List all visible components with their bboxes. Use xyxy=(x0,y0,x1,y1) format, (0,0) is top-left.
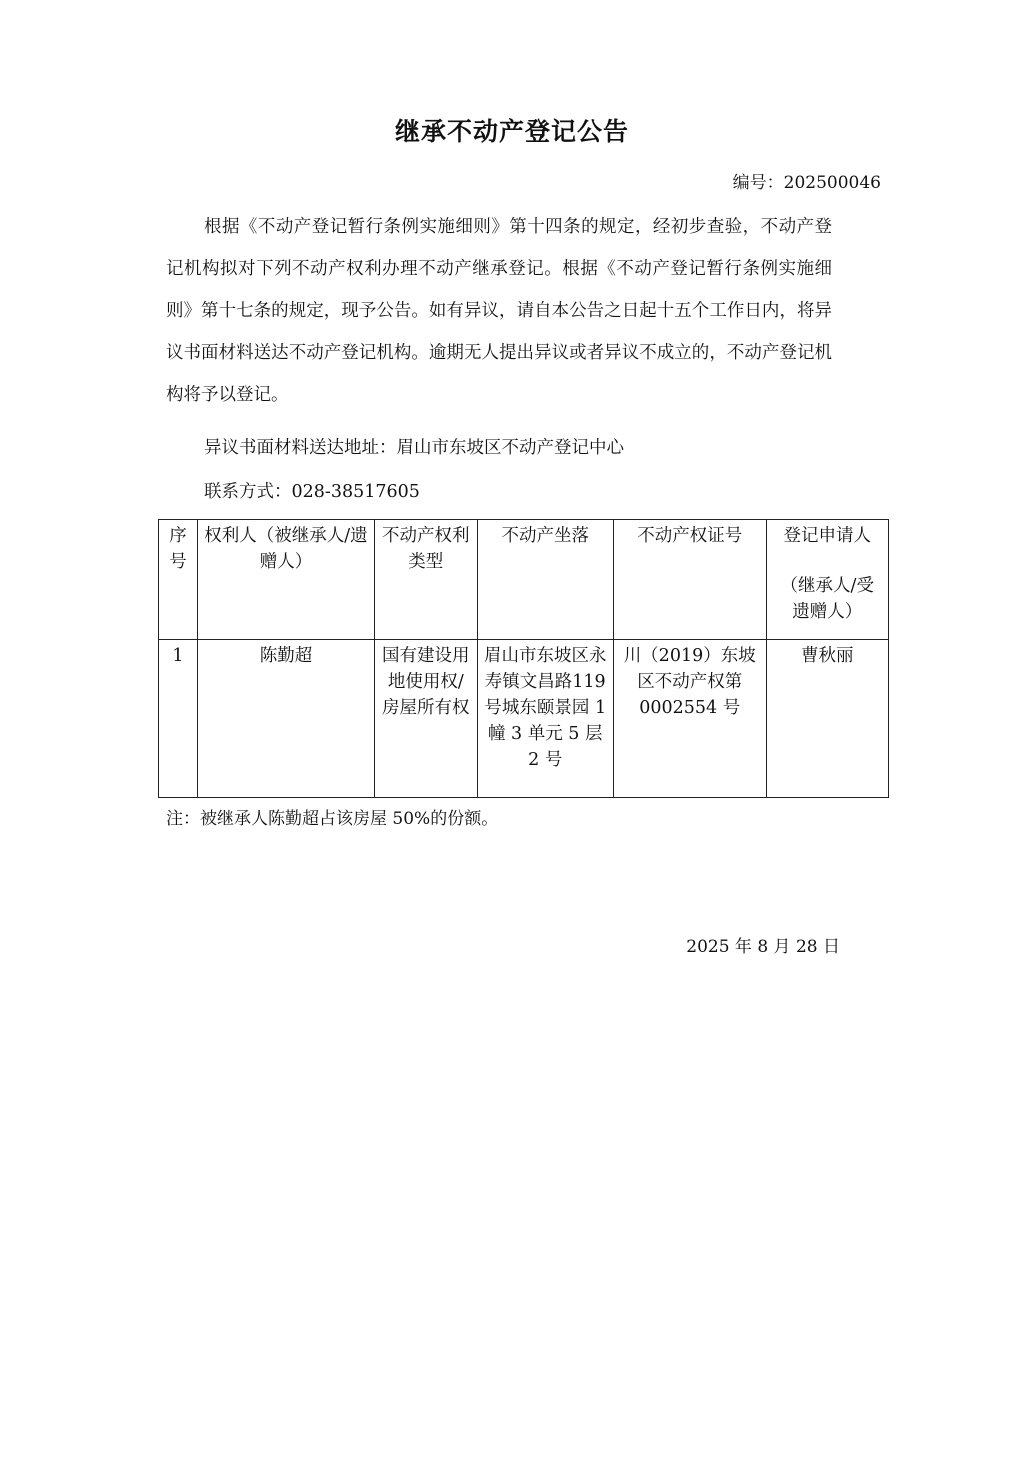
cell-applicant: 曹秋丽 xyxy=(766,640,889,798)
header-certificate: 不动产权证号 xyxy=(613,520,766,640)
contact-info: 联系方式：028-38517605 xyxy=(204,482,420,502)
objection-address: 异议书面材料送达地址：眉山市东坡区不动产登记中心 xyxy=(204,438,624,458)
header-no: 序号 xyxy=(159,520,198,640)
cell-no: 1 xyxy=(159,640,198,798)
document-number: 编号：202500046 xyxy=(732,173,881,193)
document-title: 继承不动产登记公告 xyxy=(394,117,629,146)
cell-heir: 陈勤超 xyxy=(197,640,374,798)
header-applicant-sub: （继承人/受遗赠人） xyxy=(780,576,874,622)
cell-right-type: 国有建设用地使用权/房屋所有权 xyxy=(375,640,478,798)
table-row xyxy=(159,640,889,798)
cell-certificate: 川（2019）东坡区不动产权第0002554 号 xyxy=(613,640,766,798)
header-heir: 权利人（被继承人/遗赠人） xyxy=(197,520,374,640)
cell-location: 眉山市东坡区永寿镇文昌路119 号城东颐景园 1 幢 3 单元 5 层 2 号 xyxy=(477,640,613,798)
header-right-type: 不动产权利类型 xyxy=(375,520,478,640)
announcement-date: 2025 年 8 月 28 日 xyxy=(686,937,840,957)
header-applicant xyxy=(766,520,889,640)
announcement-body: 根据《不动产登记暂行条例实施细则》第十四条的规定，经初步查验，不动产登记机构拟对下列不动产权利办理不动产继承登记。根据《不动产登记暂行条例实施细则》第十七条的规定，现予公告。如有异议，请自本公告之日起十五个工作日内，将异议书面材料送达不动产登记机构。逾期无人提出异议或者异议不成立的，不动产登记机构将予以登记。 xyxy=(166,217,832,405)
footnote: 注：被继承人陈勤超占该房屋 50%的份额。 xyxy=(166,809,499,829)
registration-table xyxy=(158,519,889,798)
table-header-row xyxy=(159,520,889,640)
header-applicant-label: 登记申请人 xyxy=(783,526,871,546)
header-location: 不动产坐落 xyxy=(477,520,613,640)
